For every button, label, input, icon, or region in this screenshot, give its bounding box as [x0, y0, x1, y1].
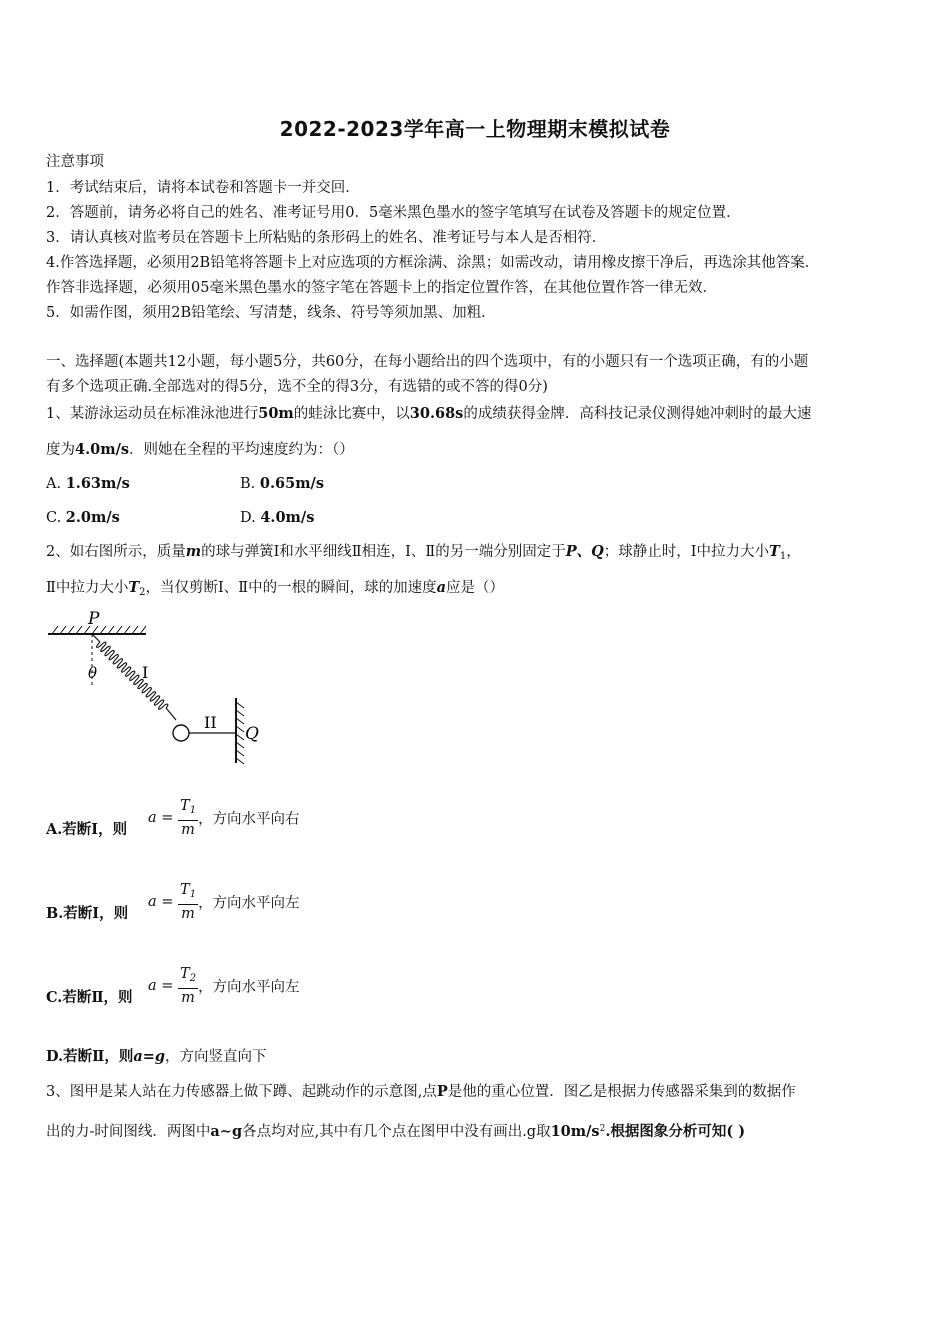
q2-option-a[interactable]: A.若断Ⅰ，则 — [46, 821, 128, 838]
q2-option-b[interactable]: B.若断Ⅰ，则 — [46, 905, 129, 922]
page-title: 2022-2023学年高一上物理期末模拟试卷 — [279, 117, 671, 141]
q1-option-c[interactable]: C. 2.0m/s — [46, 509, 120, 526]
label-P: P — [88, 609, 100, 629]
spring — [92, 634, 100, 642]
section-intro-line2: 有多个选项正确.全部选对的得5分，选不全的得3分，有选错的或不答的得0分) — [46, 379, 548, 395]
label-spring: I — [142, 663, 149, 682]
q1-option-b[interactable]: B. 0.65m/s — [240, 475, 324, 492]
ball — [173, 725, 189, 741]
notice-item-5: 5．如需作图，须用2B铅笔绘、写清楚，线条、符号等须加黑、加粗． — [46, 305, 496, 321]
q3-stem-line1: 3、图甲是某人站在力传感器上做下蹲、起跳动作的示意图,点P是他的重心位置．图乙是根据力传感器采集到的数据作 — [46, 1083, 796, 1100]
q1-option-a[interactable]: A. 1.63m/s — [46, 475, 130, 492]
q2-option-b-formula: a = $\frac{T_1}{m}$ ，方向水平向左 — [148, 882, 300, 922]
notice-item-1: 1．考试结束后，请将本试卷和答题卡一并交回． — [46, 180, 360, 196]
notice-item-2: 2．答题前，请务必将自己的姓名、准考证号用0．5毫米黑色墨水的签字笔填写在试卷及答题卡的规定位置． — [46, 205, 741, 221]
q2-figure — [44, 608, 274, 768]
q2-option-a-formula: a = $\frac{T_1}{m}$ ，方向水平向右 — [148, 798, 300, 838]
q2-option-d[interactable]: D.若断Ⅱ，则a=g，方向竖直向下 — [46, 1048, 267, 1065]
q2-option-c-formula: a = $\frac{T_2}{m}$ ，方向水平向左 — [148, 966, 300, 1006]
q3-stem-line2: 出的力-时间图线．两图中a∼g各点均对应,其中有几个点在图甲中没有画出.g取$10m/s^2$.根据图象分析可知( ) — [46, 1123, 746, 1140]
q2-stem-line2: Ⅱ中拉力大小$T_2$，当仅剪断Ⅰ、Ⅱ中的一根的瞬间，球的加速度a应是（） — [46, 579, 505, 598]
notice-item-3: 3．请认真核对监考员在答题卡上所粘贴的条形码上的姓名、准考证号与本人是否相符． — [46, 230, 607, 246]
q1-stem-line1: 1、某游泳运动员在标准泳池进行50m的蛙泳比赛中，以30.68s的成绩获得金牌．高科技记录仪测得她冲刺时的最大速 — [46, 405, 812, 422]
q1-option-d[interactable]: D. 4.0m/s — [240, 509, 315, 526]
notice-heading: 注意事项 — [46, 154, 104, 170]
notice-item-4: 4.作答选择题，必须用2B铅笔将答题卡上对应选项的方框涂满、涂黑；如需改动，请用橡皮擦干净后，再选涂其他答案． — [46, 255, 820, 271]
label-Q: Q — [245, 724, 259, 744]
section-intro-line1: 一、选择题(本题共12小题，每小题5分，共60分，在每小题给出的四个选项中，有的小题只有一个选项正确，有的小题 — [46, 354, 809, 370]
q1-stem-line2: 度为4.0m/s．则她在全程的平均速度约为：（） — [46, 441, 354, 458]
q2-option-c[interactable]: C.若断Ⅱ，则 — [46, 989, 133, 1006]
notice-item-4b: 作答非选择题，必须用05毫米黑色墨水的签字笔在答题卡上的指定位置作答，在其他位置作答一律无效． — [46, 280, 717, 296]
label-theta: θ — [88, 664, 98, 682]
label-string: II — [204, 713, 217, 732]
q2-stem-line1: 2、如右图所示，质量m的球与弹簧Ⅰ和水平细线Ⅱ相连，Ⅰ、Ⅱ的另一端分别固定于P、Q；球静止时，Ⅰ中拉力大小$T_1$， — [46, 543, 801, 562]
spring-coil — [97, 642, 168, 709]
